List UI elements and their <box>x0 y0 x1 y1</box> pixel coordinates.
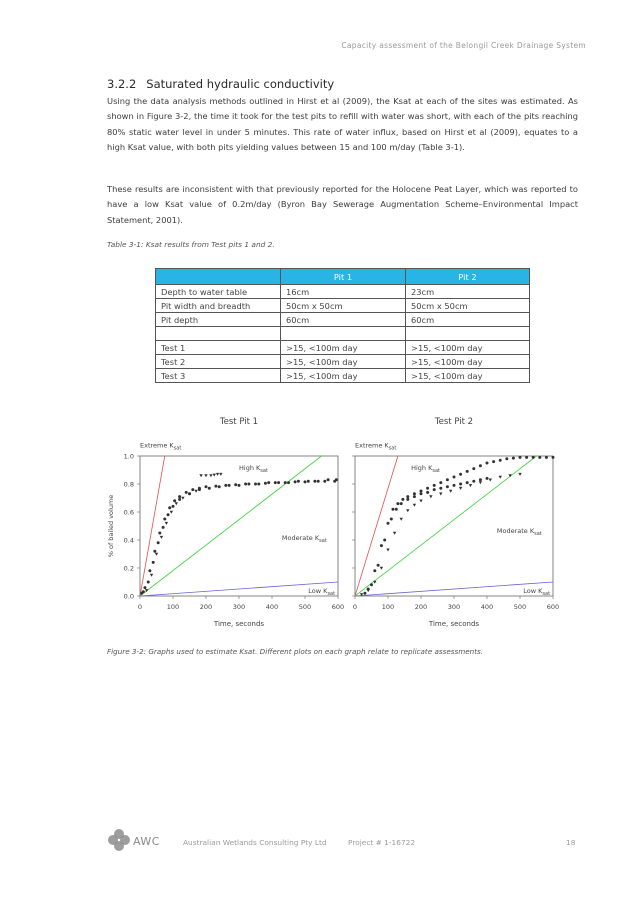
data-point <box>545 456 548 459</box>
data-point <box>391 508 394 511</box>
data-point <box>393 532 396 535</box>
table-cell: 16cm <box>281 285 406 299</box>
data-point <box>150 574 153 577</box>
data-point <box>459 483 462 486</box>
table-cell: Test 3 <box>156 369 281 383</box>
table-cell: >15, <100m day <box>406 369 530 383</box>
data-point <box>209 474 212 477</box>
table-caption: Table 3-1: Ksat results from Test pits 1 and 2. <box>107 240 275 249</box>
table-cell: 50cm x 50cm <box>406 299 530 313</box>
data-point <box>254 483 257 486</box>
footer-page-number: 18 <box>566 838 576 847</box>
data-point <box>294 480 297 483</box>
data-point <box>198 488 201 491</box>
data-point <box>165 522 168 525</box>
table-cell: Depth to water table <box>156 285 281 299</box>
data-point <box>386 549 389 552</box>
data-point <box>181 497 184 500</box>
section-heading <box>107 77 334 91</box>
data-point <box>367 589 370 592</box>
data-point <box>304 480 307 483</box>
table-row <box>156 299 530 313</box>
data-point <box>406 495 409 498</box>
data-point <box>459 473 462 476</box>
y-axis-label: % of bailed volume <box>107 494 115 558</box>
data-point <box>420 490 423 493</box>
y-tick-label: 0.6 <box>123 508 134 517</box>
data-point <box>446 478 449 481</box>
data-point <box>170 511 173 514</box>
paragraph-1: Using the data analysis methods outlined in Hirst et al (2009), the Ksat at each of the sites was estimated. As shown in Figure 3-2, the time it took for the test pits to refill with water was short, with each of the pits reaching 80% static water level in under 5 minutes. This rate of water influx, based on Hirst et al (2009), equates to a high Ksat value, with both pits yielding values between 15 and 100 m/day (Table 3-1). <box>107 96 578 153</box>
section-title: Saturated hydraulic conductivity <box>146 77 335 91</box>
data-point <box>492 460 495 463</box>
data-point <box>224 484 227 487</box>
ksat-annotation: Low $K_{sat}$ <box>523 587 551 598</box>
data-point <box>439 481 442 484</box>
table-cell: Pit width and breadth <box>156 299 281 313</box>
data-point <box>486 477 489 480</box>
x-tick-label: 500 <box>513 603 527 611</box>
ksat-results-table <box>155 268 530 383</box>
data-point <box>284 481 287 484</box>
ksat-annotation: High $K_{sat}$ <box>411 464 441 474</box>
ksat-annotation: Extreme $K_{sat}$ <box>140 441 182 452</box>
data-point <box>147 581 150 584</box>
data-point <box>297 480 300 483</box>
data-point <box>219 473 222 476</box>
data-point <box>178 495 181 498</box>
data-point <box>244 483 247 486</box>
figure-caption: Figure 3-2: Graphs used to estimate Ksat. Different plots on each graph relate to replicate assessments. <box>107 647 484 656</box>
data-point <box>413 492 416 495</box>
reference-line <box>355 456 398 596</box>
data-point <box>401 498 404 501</box>
data-point <box>377 564 380 567</box>
data-point <box>413 495 416 498</box>
data-point <box>153 550 156 553</box>
data-point <box>167 513 170 516</box>
table-cell: 23cm <box>406 285 530 299</box>
data-point <box>175 502 178 505</box>
x-tick-label: 300 <box>447 603 461 611</box>
data-point <box>287 481 290 484</box>
data-point <box>213 474 216 477</box>
table-cell: >15, <100m day <box>281 341 406 355</box>
data-point <box>205 485 208 488</box>
data-point <box>313 480 316 483</box>
x-tick-label: 100 <box>166 603 180 611</box>
y-tick-label: 0.4 <box>123 536 134 545</box>
data-point <box>466 481 469 484</box>
data-point <box>191 488 194 491</box>
y-tick-label: 1.0 <box>123 452 134 461</box>
data-point <box>459 487 462 490</box>
data-point <box>406 498 409 501</box>
data-point <box>216 473 219 476</box>
data-point <box>499 459 502 462</box>
data-point <box>429 495 432 498</box>
data-point <box>552 456 555 459</box>
x-tick-label: 0 <box>352 603 358 611</box>
data-point <box>373 581 376 584</box>
data-point <box>214 485 217 488</box>
data-point <box>274 481 277 484</box>
table-cell: 60cm <box>406 313 530 327</box>
data-point <box>157 541 160 544</box>
table-cell: Test 1 <box>156 341 281 355</box>
x-tick-label: 600 <box>546 603 560 611</box>
table-header-cell <box>156 269 281 285</box>
ksat-annotation: High $K_{sat}$ <box>239 464 268 474</box>
table-row <box>156 341 530 355</box>
data-point <box>453 484 456 487</box>
data-point <box>453 476 456 479</box>
data-point <box>267 481 270 484</box>
data-point <box>257 483 260 486</box>
data-point <box>173 499 176 502</box>
data-point <box>208 487 211 490</box>
data-point <box>168 506 171 509</box>
data-point <box>264 482 267 485</box>
data-point <box>439 493 442 496</box>
y-tick-label: 0.2 <box>123 564 134 573</box>
table-header-cell: Pit 2 <box>406 269 530 285</box>
x-tick-label: 400 <box>480 603 494 611</box>
data-point <box>499 476 502 479</box>
data-point <box>158 532 161 535</box>
data-point <box>185 491 188 494</box>
x-tick-label: 400 <box>265 603 279 611</box>
data-point <box>426 491 429 494</box>
table-cell-empty <box>156 327 281 341</box>
data-point <box>433 488 436 491</box>
data-point <box>383 539 386 542</box>
data-point <box>390 518 393 521</box>
data-point <box>172 505 175 508</box>
data-point <box>519 456 522 459</box>
reference-line <box>355 456 537 596</box>
data-point <box>396 502 399 505</box>
x-tick-label: 200 <box>199 603 213 611</box>
data-point <box>479 481 482 484</box>
data-point <box>400 502 403 505</box>
ksat-annotation: Extreme $K_{sat}$ <box>355 441 397 452</box>
data-point <box>373 569 376 572</box>
data-point <box>426 487 429 490</box>
data-point <box>178 498 181 501</box>
data-point <box>446 485 449 488</box>
footer-project: Project # 1-16722 <box>348 838 416 847</box>
data-point <box>204 474 207 477</box>
data-point <box>449 490 452 493</box>
data-point <box>433 484 436 487</box>
data-point <box>194 490 197 493</box>
data-point <box>228 484 231 487</box>
x-tick-label: 300 <box>232 603 246 611</box>
data-point <box>218 485 221 488</box>
data-point <box>363 592 366 595</box>
data-point <box>419 500 422 503</box>
section-number: 3.2.2 <box>107 77 137 91</box>
data-point <box>395 508 398 511</box>
data-point <box>486 462 489 465</box>
data-point <box>387 522 390 525</box>
data-point <box>400 518 403 521</box>
x-axis-label: Time, seconds <box>213 620 265 628</box>
data-point <box>512 457 515 460</box>
ksat-annotation: Low $K_{sat}$ <box>308 587 336 598</box>
data-point <box>489 479 492 482</box>
table-cell: >15, <100m day <box>406 355 530 369</box>
table-row <box>156 313 530 327</box>
data-point <box>323 480 326 483</box>
x-tick-label: 100 <box>381 603 395 611</box>
table-cell: >15, <100m day <box>406 341 530 355</box>
data-point <box>163 518 166 521</box>
data-point <box>380 544 383 547</box>
data-point <box>160 536 163 539</box>
data-point <box>479 478 482 481</box>
y-tick-label: 0.0 <box>123 592 134 601</box>
x-tick-label: 0 <box>137 603 143 611</box>
chart-title: Test Pit 2 <box>434 417 474 427</box>
data-point <box>317 480 320 483</box>
table-cell: >15, <100m day <box>281 369 406 383</box>
table-row <box>156 285 530 299</box>
data-point <box>538 456 541 459</box>
ksat-annotation: Moderate $K_{sat}$ <box>281 534 327 544</box>
data-point <box>155 553 158 556</box>
running-header: Capacity assessment of the Belongil Creek Drainage System <box>341 41 586 50</box>
data-point <box>148 569 151 572</box>
x-tick-label: 600 <box>331 603 345 611</box>
table-cell: Pit depth <box>156 313 281 327</box>
footer-company: Australian Wetlands Consulting Pty Ltd <box>183 838 327 847</box>
plot-frame <box>140 456 338 596</box>
table-cell: 60cm <box>281 313 406 327</box>
data-point <box>439 487 442 490</box>
data-point <box>307 480 310 483</box>
data-point <box>518 473 521 476</box>
table-row <box>156 355 530 369</box>
data-point <box>199 474 202 477</box>
x-tick-label: 200 <box>414 603 428 611</box>
table-header-row <box>156 269 530 285</box>
data-point <box>370 583 373 586</box>
x-tick-label: 500 <box>298 603 312 611</box>
chart-title: Test Pit 1 <box>219 417 259 427</box>
data-point <box>152 561 155 564</box>
data-point <box>162 526 165 529</box>
data-point <box>413 504 416 507</box>
data-point <box>335 478 338 481</box>
table-cell-empty <box>406 327 530 341</box>
data-point <box>406 509 409 512</box>
data-point <box>142 590 145 593</box>
data-point <box>327 478 330 481</box>
data-point <box>505 457 508 460</box>
table-row <box>156 369 530 383</box>
data-point <box>472 480 475 483</box>
data-point <box>234 483 237 486</box>
x-axis-label: Time, seconds <box>428 620 480 628</box>
paragraph-2: These results are inconsistent with that previously reported for the Holocene Peat Layer, which was reported to have a low Ksat value of 0.2m/day (Byron Bay Sewerage Augmentation Scheme–Environmental Impact Statement, 2001). <box>107 184 578 225</box>
table-cell: Test 2 <box>156 355 281 369</box>
data-point <box>472 467 475 470</box>
reference-line <box>140 456 322 596</box>
ksat-annotation: Moderate $K_{sat}$ <box>496 527 542 537</box>
table-header-cell: Pit 1 <box>281 269 406 285</box>
ksat-figure <box>105 408 565 638</box>
footer-brand: AWC <box>133 835 160 848</box>
data-point <box>469 484 472 487</box>
data-point <box>277 481 280 484</box>
data-point <box>380 567 383 570</box>
data-point <box>466 470 469 473</box>
y-tick-label: 0.8 <box>123 480 134 489</box>
table-cell: 50cm x 50cm <box>281 299 406 313</box>
data-point <box>479 464 482 467</box>
data-point <box>247 483 250 486</box>
table-cell-empty <box>281 327 406 341</box>
table-cell: >15, <100m day <box>281 355 406 369</box>
data-point <box>532 456 535 459</box>
table-spacer-row <box>156 327 530 341</box>
data-point <box>420 492 423 495</box>
awc-logo-icon <box>107 828 131 852</box>
data-point <box>525 456 528 459</box>
data-point <box>143 586 146 589</box>
data-point <box>238 484 241 487</box>
